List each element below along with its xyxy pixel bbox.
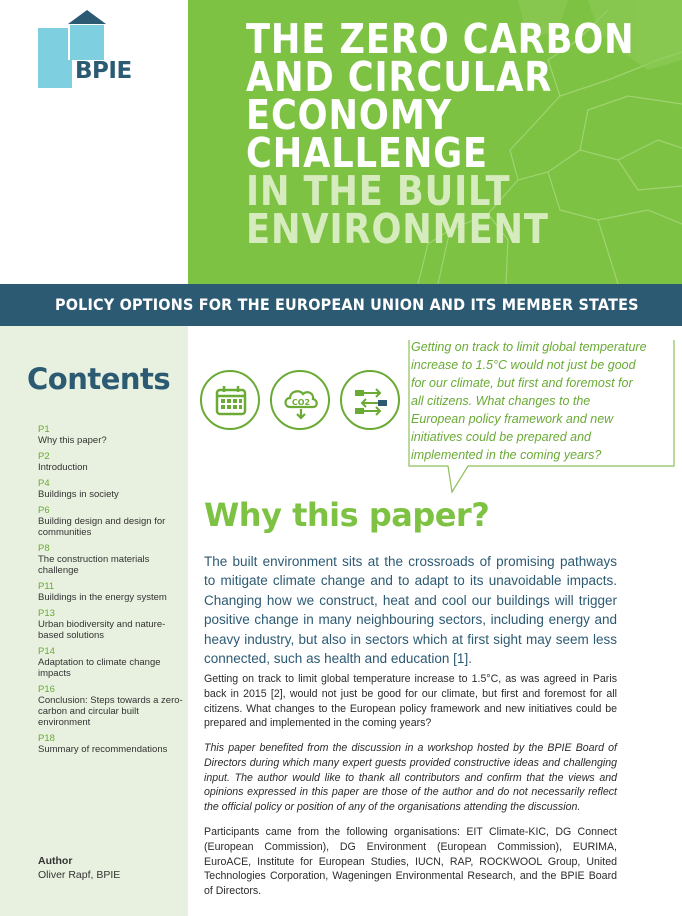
toc-page: P16 (38, 684, 55, 695)
toc-title: Adaptation to climate change impacts (38, 657, 161, 679)
contents-sidebar (0, 326, 188, 916)
subtitle-text: POLICY OPTIONS FOR THE EUROPEAN UNION AND ITS MEMBER STATES (55, 295, 639, 314)
toc-page: P11 (38, 581, 55, 592)
toc-title: Buildings in the energy system (38, 592, 167, 603)
logo-area (0, 0, 188, 284)
subtitle-band (0, 284, 682, 326)
toc-title: Conclusion: Steps towards a zero-carbon and circular built environment (38, 695, 183, 728)
toc-item[interactable] (38, 424, 183, 446)
hero-title-line: IN THE BUILT (246, 167, 511, 215)
toc-page: P18 (38, 733, 55, 744)
hero-title (246, 15, 635, 253)
toc-title: The construction materials challenge (38, 554, 150, 576)
logo-text: BPIE (75, 58, 132, 84)
author-name: Oliver Rapf, BPIE (38, 869, 121, 881)
toc-item[interactable] (38, 451, 183, 473)
pull-quote: Getting on track to limit global temperature increase to 1.5°C would not just be good for our climate, but first and foremost for all citizens. What changes to the European policy framework and new initiatives could be prepared and implemented in the coming years? (411, 340, 647, 462)
toc-item[interactable] (38, 543, 183, 576)
toc-item[interactable] (38, 505, 183, 538)
toc-title: Why this paper? (38, 435, 107, 446)
toc-page: P14 (38, 646, 55, 657)
toc-page: P13 (38, 608, 55, 619)
co2-label: CO2 (291, 398, 311, 407)
toc-title: Summary of recommendations (38, 744, 168, 755)
author-block (38, 854, 120, 882)
calendar-icon (200, 370, 260, 430)
toc-title: Introduction (38, 462, 88, 473)
toc-item[interactable] (38, 581, 183, 603)
toc-title: Urban biodiversity and nature-based solutions (38, 619, 166, 641)
hero-title-line: ENVIRONMENT (246, 205, 549, 253)
toc-title: Buildings in society (38, 489, 119, 500)
hero-title-line: THE ZERO CARBON (246, 15, 635, 63)
co2-cloud-icon (270, 370, 330, 430)
hero-title-line: AND CIRCULAR (246, 53, 553, 101)
toc-page: P6 (38, 505, 50, 516)
toc-title: Building design and design for communities (38, 516, 166, 538)
table-of-contents (38, 424, 183, 760)
section-heading: Why this paper? (204, 496, 490, 534)
toc-page: P1 (38, 424, 50, 435)
toc-item[interactable] (38, 646, 183, 679)
hero-title-line: CHALLENGE (246, 129, 488, 177)
contents-title: Contents (27, 362, 171, 396)
toc-item[interactable] (38, 608, 183, 641)
hero-banner (188, 0, 682, 284)
acknowledgement-paragraph: This paper benefited from the discussion in a workshop hosted by the BPIE Board of Directors during which many expert guests provided constructive ideas and challenging input. The author would like to thank all contributors and confirm that the views and opinions expressed in this paper are those of the author and do not necessarily reflect the official policy or position of any of the organisations attending the discussion. (204, 742, 617, 814)
toc-page: P2 (38, 451, 50, 462)
toc-item[interactable] (38, 733, 183, 755)
lead-paragraph: The built environment sits at the crossroads of promising pathways to mitigate climate change and to adapt to its unavoidable impacts. Changing how we construct, heat and cool our buildings will trigger positive change in many neighbouring sectors, including energy and heavy industry, but also in sectors which at first sight may seem less connected, such as health and education [1]. (204, 554, 617, 667)
toc-page: P4 (38, 478, 50, 489)
toc-item[interactable] (38, 684, 183, 728)
author-label: Author (38, 855, 73, 867)
toc-item[interactable] (38, 478, 183, 500)
process-flow-icon (340, 370, 400, 430)
body-paragraph: Getting on track to limit global temperature increase to 1.5°C, as was agreed in Paris back in 2015 [2], would not just be good for our climate, but first and foremost for all citizens. What changes to the European policy framework and new initiatives could be prepared and implemented in the coming years? (204, 673, 617, 730)
toc-page: P8 (38, 543, 50, 554)
hero-title-line: ECONOMY (246, 91, 453, 139)
participants-paragraph: Participants came from the following organisations: EIT Climate-KIC, DG Connect (European Commission), DG Environment (European Commission), EURIMA, EuroACE, Institute for European Studies, IUCN, RAP, ROCKWOOL Group, United Technologies Corporation, Wageningen Environmental Research, and the BPIE Board of Directors. (204, 826, 617, 898)
